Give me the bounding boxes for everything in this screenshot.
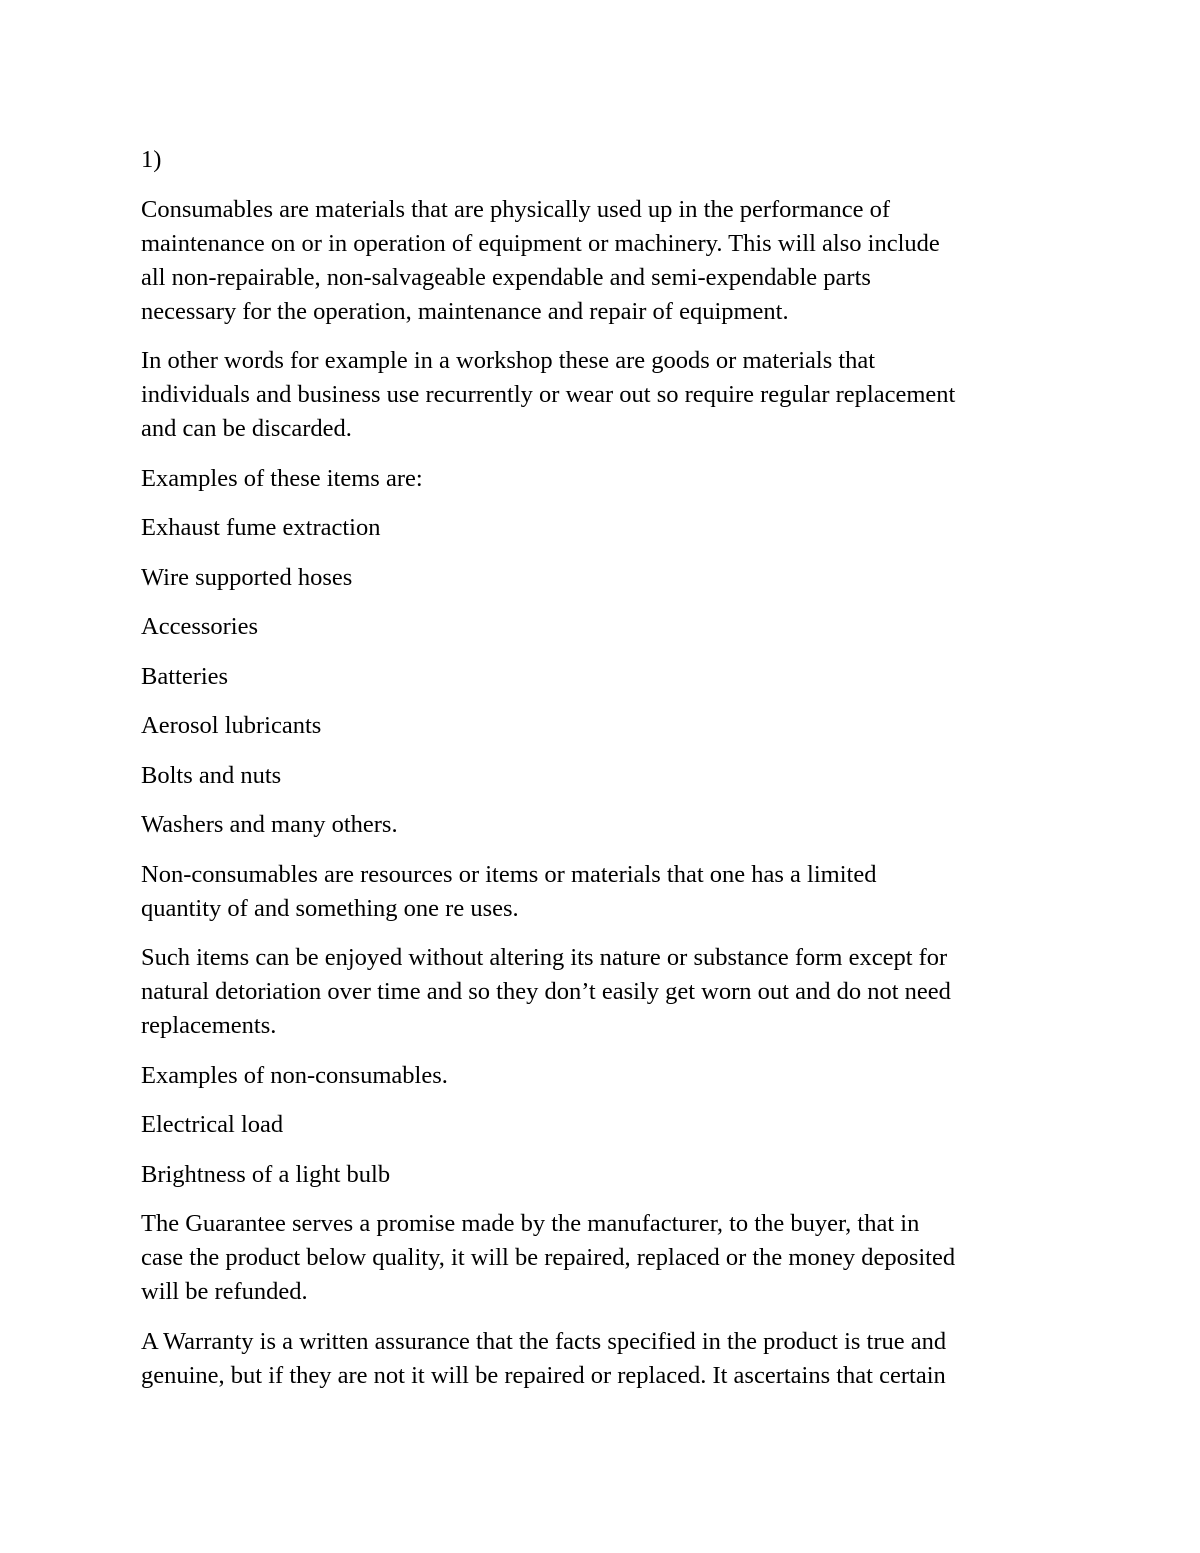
- warranty-paragraph: [141, 1325, 1071, 1393]
- consumable-examples-intro: Examples of these items are:: [141, 464, 423, 492]
- text-line: and can be discarded.: [141, 415, 352, 442]
- such-items-paragraph: [141, 941, 1071, 1043]
- consumables-definition-paragraph: [141, 193, 1071, 329]
- non-consumable-example-item: Electrical load: [141, 1111, 284, 1138]
- consumable-example-item: Wire supported hoses: [141, 563, 353, 591]
- consumable-example-item: Bolts and nuts: [141, 761, 282, 789]
- text-line: Such items can be enjoyed without altering its nature or substance form except for: [141, 944, 948, 971]
- consumable-example-item: Batteries: [141, 662, 229, 690]
- text-line: individuals and business use recurrently or wear out so require regular replacement: [141, 381, 956, 408]
- document-body: [141, 143, 1071, 1408]
- other-words-paragraph: [141, 344, 1071, 446]
- text-line: will be refunded.: [141, 1278, 308, 1305]
- text-line: A Warranty is a written assurance that the facts specified in the product is true and: [141, 1327, 947, 1355]
- consumable-example-item: Washers and many others.: [141, 811, 398, 838]
- text-line: In other words for example in a workshop these are goods or materials that: [141, 347, 876, 374]
- text-line: The Guarantee serves a promise made by the manufacturer, to the buyer, that in: [141, 1210, 920, 1237]
- non-consumable-example-item: Brightness of a light bulb: [141, 1160, 391, 1188]
- text-line: Consumables are materials that are physically used up in the performance of: [141, 195, 891, 223]
- non-consumables-definition-paragraph: [141, 858, 1071, 926]
- non-consumable-examples-intro: Examples of non-consumables.: [141, 1061, 448, 1089]
- text-line: Non-consumables are resources or items or materials that one has a limited: [141, 860, 877, 888]
- text-line: case the product below quality, it will be repaired, replaced or the money deposited: [141, 1244, 956, 1271]
- text-line: maintenance on or in operation of equipment or machinery. This will also include: [141, 229, 940, 257]
- text-line: replacements.: [141, 1012, 277, 1039]
- text-line: genuine, but if they are not it will be repaired or replaced. It ascertains that certain: [141, 1361, 946, 1389]
- text-line: necessary for the operation, maintenance and repair of equipment.: [141, 297, 789, 325]
- guarantee-paragraph: [141, 1207, 1071, 1309]
- consumable-example-item: Accessories: [141, 613, 259, 640]
- section-number: 1): [141, 146, 162, 173]
- text-line: natural detoriation over time and so they don’t easily get worn out and do not need: [141, 978, 951, 1005]
- text-line: all non-repairable, non-salvageable expendable and semi-expendable parts: [141, 263, 871, 291]
- consumable-example-item: Exhaust fume extraction: [141, 514, 381, 541]
- consumable-example-item: Aerosol lubricants: [141, 712, 322, 739]
- text-line: quantity of and something one re uses.: [141, 894, 519, 922]
